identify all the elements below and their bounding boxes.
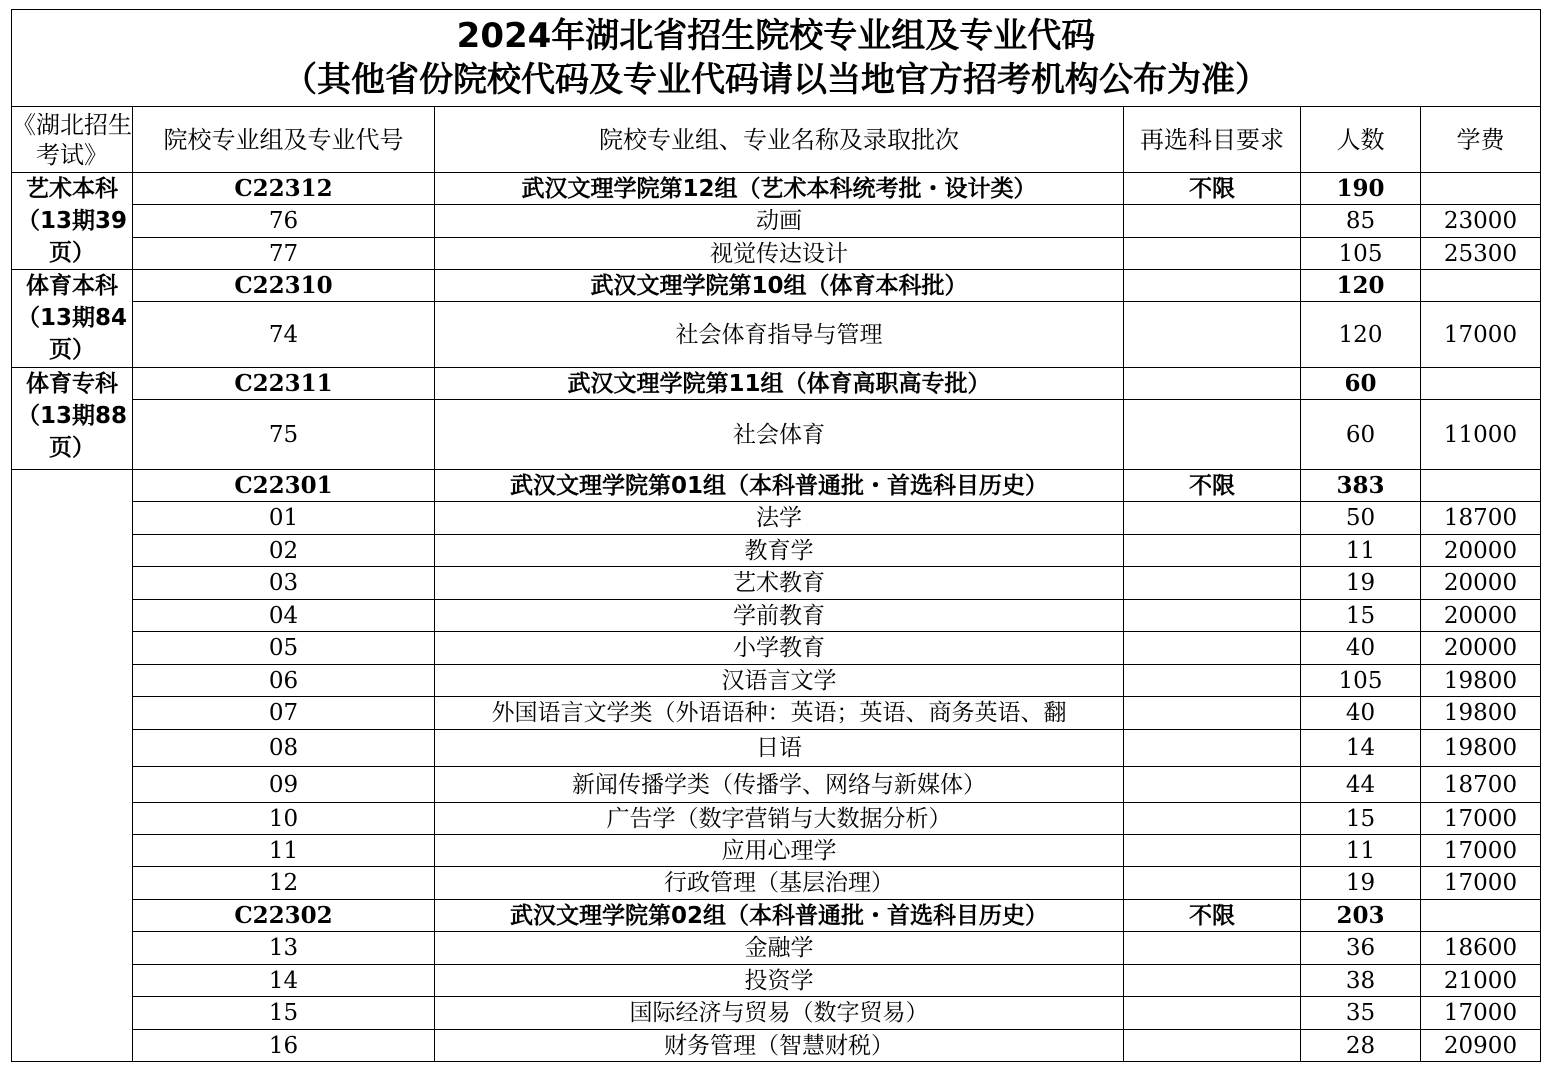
table-row bbox=[12, 697, 1541, 730]
group-code-cell: C22311 bbox=[133, 368, 435, 400]
major-subject-cell bbox=[1124, 238, 1301, 270]
table-row bbox=[12, 767, 1541, 803]
table-row bbox=[12, 238, 1541, 270]
group-row bbox=[12, 470, 1541, 502]
major-fee-cell: 20000 bbox=[1421, 632, 1541, 665]
group-count-cell: 383 bbox=[1301, 470, 1421, 502]
group-fee-cell bbox=[1421, 470, 1541, 502]
table-row bbox=[12, 932, 1541, 965]
category-cell: 体育本科（13期84页） bbox=[12, 270, 133, 368]
major-name-cell: 法学 bbox=[435, 502, 1124, 535]
group-count-cell: 60 bbox=[1301, 368, 1421, 400]
group-code-cell: C22301 bbox=[133, 470, 435, 502]
major-name-cell: 社会体育指导与管理 bbox=[435, 302, 1124, 368]
category-cell: 艺术本科（13期39页） bbox=[12, 173, 133, 270]
header-code: 院校专业组及专业代号 bbox=[133, 107, 435, 173]
group-count-cell: 190 bbox=[1301, 173, 1421, 205]
major-count-cell: 11 bbox=[1301, 535, 1421, 567]
table-row bbox=[12, 1030, 1541, 1062]
major-name-cell: 金融学 bbox=[435, 932, 1124, 965]
major-name-cell: 社会体育 bbox=[435, 400, 1124, 470]
title-row bbox=[12, 10, 1541, 107]
major-fee-cell: 17000 bbox=[1421, 803, 1541, 835]
major-code-cell: 12 bbox=[133, 867, 435, 900]
major-count-cell: 40 bbox=[1301, 697, 1421, 730]
table-row bbox=[12, 730, 1541, 767]
major-name-cell: 教育学 bbox=[435, 535, 1124, 567]
table-row bbox=[12, 600, 1541, 632]
group-fee-cell bbox=[1421, 173, 1541, 205]
major-fee-cell: 19800 bbox=[1421, 665, 1541, 697]
category-cell-empty bbox=[12, 470, 133, 1062]
major-name-cell: 动画 bbox=[435, 205, 1124, 238]
group-fee-cell bbox=[1421, 900, 1541, 932]
major-subject-cell bbox=[1124, 997, 1301, 1030]
group-code-cell: C22312 bbox=[133, 173, 435, 205]
major-name-cell: 国际经济与贸易（数字贸易） bbox=[435, 997, 1124, 1030]
major-code-cell: 09 bbox=[133, 767, 435, 803]
major-code-cell: 75 bbox=[133, 400, 435, 470]
major-count-cell: 15 bbox=[1301, 600, 1421, 632]
major-name-cell: 投资学 bbox=[435, 965, 1124, 997]
major-subject-cell bbox=[1124, 867, 1301, 900]
major-fee-cell: 18700 bbox=[1421, 767, 1541, 803]
major-code-cell: 77 bbox=[133, 238, 435, 270]
major-subject-cell bbox=[1124, 502, 1301, 535]
major-subject-cell bbox=[1124, 835, 1301, 867]
table-row bbox=[12, 867, 1541, 900]
major-count-cell: 85 bbox=[1301, 205, 1421, 238]
major-fee-cell: 17000 bbox=[1421, 997, 1541, 1030]
table-row bbox=[12, 997, 1541, 1030]
major-count-cell: 14 bbox=[1301, 730, 1421, 767]
header-source: 《湖北招生考试》 bbox=[12, 107, 133, 173]
major-code-cell: 06 bbox=[133, 665, 435, 697]
group-name-cell: 武汉文理学院第10组（体育本科批） bbox=[435, 270, 1124, 302]
category-cell: 体育专科（13期88页） bbox=[12, 368, 133, 470]
table-row bbox=[12, 567, 1541, 600]
major-count-cell: 105 bbox=[1301, 665, 1421, 697]
major-name-cell: 视觉传达设计 bbox=[435, 238, 1124, 270]
major-subject-cell bbox=[1124, 205, 1301, 238]
major-code-cell: 13 bbox=[133, 932, 435, 965]
group-subject-cell bbox=[1124, 368, 1301, 400]
group-fee-cell bbox=[1421, 270, 1541, 302]
group-code-cell: C22310 bbox=[133, 270, 435, 302]
table-row bbox=[12, 302, 1541, 368]
major-count-cell: 35 bbox=[1301, 997, 1421, 1030]
major-fee-cell: 17000 bbox=[1421, 835, 1541, 867]
major-fee-cell: 17000 bbox=[1421, 867, 1541, 900]
table-row bbox=[12, 965, 1541, 997]
table-title bbox=[12, 10, 1541, 107]
major-code-cell: 14 bbox=[133, 965, 435, 997]
major-count-cell: 105 bbox=[1301, 238, 1421, 270]
major-subject-cell bbox=[1124, 600, 1301, 632]
major-fee-cell: 25300 bbox=[1421, 238, 1541, 270]
major-subject-cell bbox=[1124, 965, 1301, 997]
major-count-cell: 120 bbox=[1301, 302, 1421, 368]
major-name-cell: 广告学（数字营销与大数据分析） bbox=[435, 803, 1124, 835]
header-row bbox=[12, 107, 1541, 173]
major-fee-cell: 20900 bbox=[1421, 1030, 1541, 1062]
group-subject-cell: 不限 bbox=[1124, 900, 1301, 932]
table-row bbox=[12, 205, 1541, 238]
major-count-cell: 11 bbox=[1301, 835, 1421, 867]
major-count-cell: 60 bbox=[1301, 400, 1421, 470]
major-subject-cell bbox=[1124, 665, 1301, 697]
group-count-cell: 120 bbox=[1301, 270, 1421, 302]
major-count-cell: 15 bbox=[1301, 803, 1421, 835]
major-name-cell: 新闻传播学类（传播学、网络与新媒体） bbox=[435, 767, 1124, 803]
major-count-cell: 44 bbox=[1301, 767, 1421, 803]
group-row bbox=[12, 900, 1541, 932]
major-name-cell: 行政管理（基层治理） bbox=[435, 867, 1124, 900]
major-subject-cell bbox=[1124, 803, 1301, 835]
group-name-cell: 武汉文理学院第01组（本科普通批・首选科目历史） bbox=[435, 470, 1124, 502]
group-name-cell: 武汉文理学院第11组（体育高职高专批） bbox=[435, 368, 1124, 400]
major-code-cell: 07 bbox=[133, 697, 435, 730]
major-code-cell: 03 bbox=[133, 567, 435, 600]
major-code-cell: 74 bbox=[133, 302, 435, 368]
header-fee: 学费 bbox=[1421, 107, 1541, 173]
major-name-cell: 日语 bbox=[435, 730, 1124, 767]
major-subject-cell bbox=[1124, 302, 1301, 368]
major-fee-cell: 19800 bbox=[1421, 697, 1541, 730]
group-count-cell: 203 bbox=[1301, 900, 1421, 932]
major-count-cell: 19 bbox=[1301, 567, 1421, 600]
title-line-1: 2024年湖北省招生院校专业组及专业代码 bbox=[456, 16, 1096, 56]
major-fee-cell: 20000 bbox=[1421, 600, 1541, 632]
major-fee-cell: 23000 bbox=[1421, 205, 1541, 238]
table-row bbox=[12, 502, 1541, 535]
major-name-cell: 汉语言文学 bbox=[435, 665, 1124, 697]
major-code-cell: 02 bbox=[133, 535, 435, 567]
group-name-cell: 武汉文理学院第12组（艺术本科统考批・设计类） bbox=[435, 173, 1124, 205]
group-row bbox=[12, 270, 1541, 302]
major-fee-cell: 18700 bbox=[1421, 502, 1541, 535]
major-code-cell: 76 bbox=[133, 205, 435, 238]
major-code-cell: 11 bbox=[133, 835, 435, 867]
group-row bbox=[12, 173, 1541, 205]
group-subject-cell bbox=[1124, 270, 1301, 302]
header-subject: 再选科目要求 bbox=[1124, 107, 1301, 173]
table-row bbox=[12, 400, 1541, 470]
major-fee-cell: 19800 bbox=[1421, 730, 1541, 767]
group-subject-cell: 不限 bbox=[1124, 470, 1301, 502]
major-subject-cell bbox=[1124, 632, 1301, 665]
group-row bbox=[12, 368, 1541, 400]
header-count: 人数 bbox=[1301, 107, 1421, 173]
major-fee-cell: 21000 bbox=[1421, 965, 1541, 997]
major-code-cell: 16 bbox=[133, 1030, 435, 1062]
major-subject-cell bbox=[1124, 400, 1301, 470]
table-row bbox=[12, 632, 1541, 665]
group-code-cell: C22302 bbox=[133, 900, 435, 932]
major-fee-cell: 11000 bbox=[1421, 400, 1541, 470]
group-name-cell: 武汉文理学院第02组（本科普通批・首选科目历史） bbox=[435, 900, 1124, 932]
group-fee-cell bbox=[1421, 368, 1541, 400]
table-row bbox=[12, 535, 1541, 567]
major-code-cell: 15 bbox=[133, 997, 435, 1030]
major-name-cell: 应用心理学 bbox=[435, 835, 1124, 867]
major-name-cell: 学前教育 bbox=[435, 600, 1124, 632]
major-code-cell: 04 bbox=[133, 600, 435, 632]
major-code-cell: 10 bbox=[133, 803, 435, 835]
major-fee-cell: 20000 bbox=[1421, 535, 1541, 567]
major-subject-cell bbox=[1124, 535, 1301, 567]
major-count-cell: 36 bbox=[1301, 932, 1421, 965]
major-count-cell: 38 bbox=[1301, 965, 1421, 997]
major-count-cell: 50 bbox=[1301, 502, 1421, 535]
major-subject-cell bbox=[1124, 932, 1301, 965]
major-fee-cell: 18600 bbox=[1421, 932, 1541, 965]
major-subject-cell bbox=[1124, 697, 1301, 730]
major-name-cell: 财务管理（智慧财税） bbox=[435, 1030, 1124, 1062]
major-fee-cell: 17000 bbox=[1421, 302, 1541, 368]
table-row bbox=[12, 803, 1541, 835]
major-count-cell: 40 bbox=[1301, 632, 1421, 665]
group-subject-cell: 不限 bbox=[1124, 173, 1301, 205]
enrollment-table bbox=[11, 9, 1541, 1062]
major-name-cell: 外国语言文学类（外语语种：英语；英语、商务英语、翻 bbox=[435, 697, 1124, 730]
table-row bbox=[12, 665, 1541, 697]
major-name-cell: 艺术教育 bbox=[435, 567, 1124, 600]
title-line-2: （其他省份院校代码及专业代码请以当地官方招考机构公布为准） bbox=[283, 60, 1269, 100]
major-subject-cell bbox=[1124, 567, 1301, 600]
major-subject-cell bbox=[1124, 767, 1301, 803]
header-name: 院校专业组、专业名称及录取批次 bbox=[435, 107, 1124, 173]
major-count-cell: 19 bbox=[1301, 867, 1421, 900]
major-code-cell: 05 bbox=[133, 632, 435, 665]
major-subject-cell bbox=[1124, 1030, 1301, 1062]
table-row bbox=[12, 835, 1541, 867]
major-code-cell: 08 bbox=[133, 730, 435, 767]
major-code-cell: 01 bbox=[133, 502, 435, 535]
major-count-cell: 28 bbox=[1301, 1030, 1421, 1062]
major-name-cell: 小学教育 bbox=[435, 632, 1124, 665]
major-subject-cell bbox=[1124, 730, 1301, 767]
major-fee-cell: 20000 bbox=[1421, 567, 1541, 600]
